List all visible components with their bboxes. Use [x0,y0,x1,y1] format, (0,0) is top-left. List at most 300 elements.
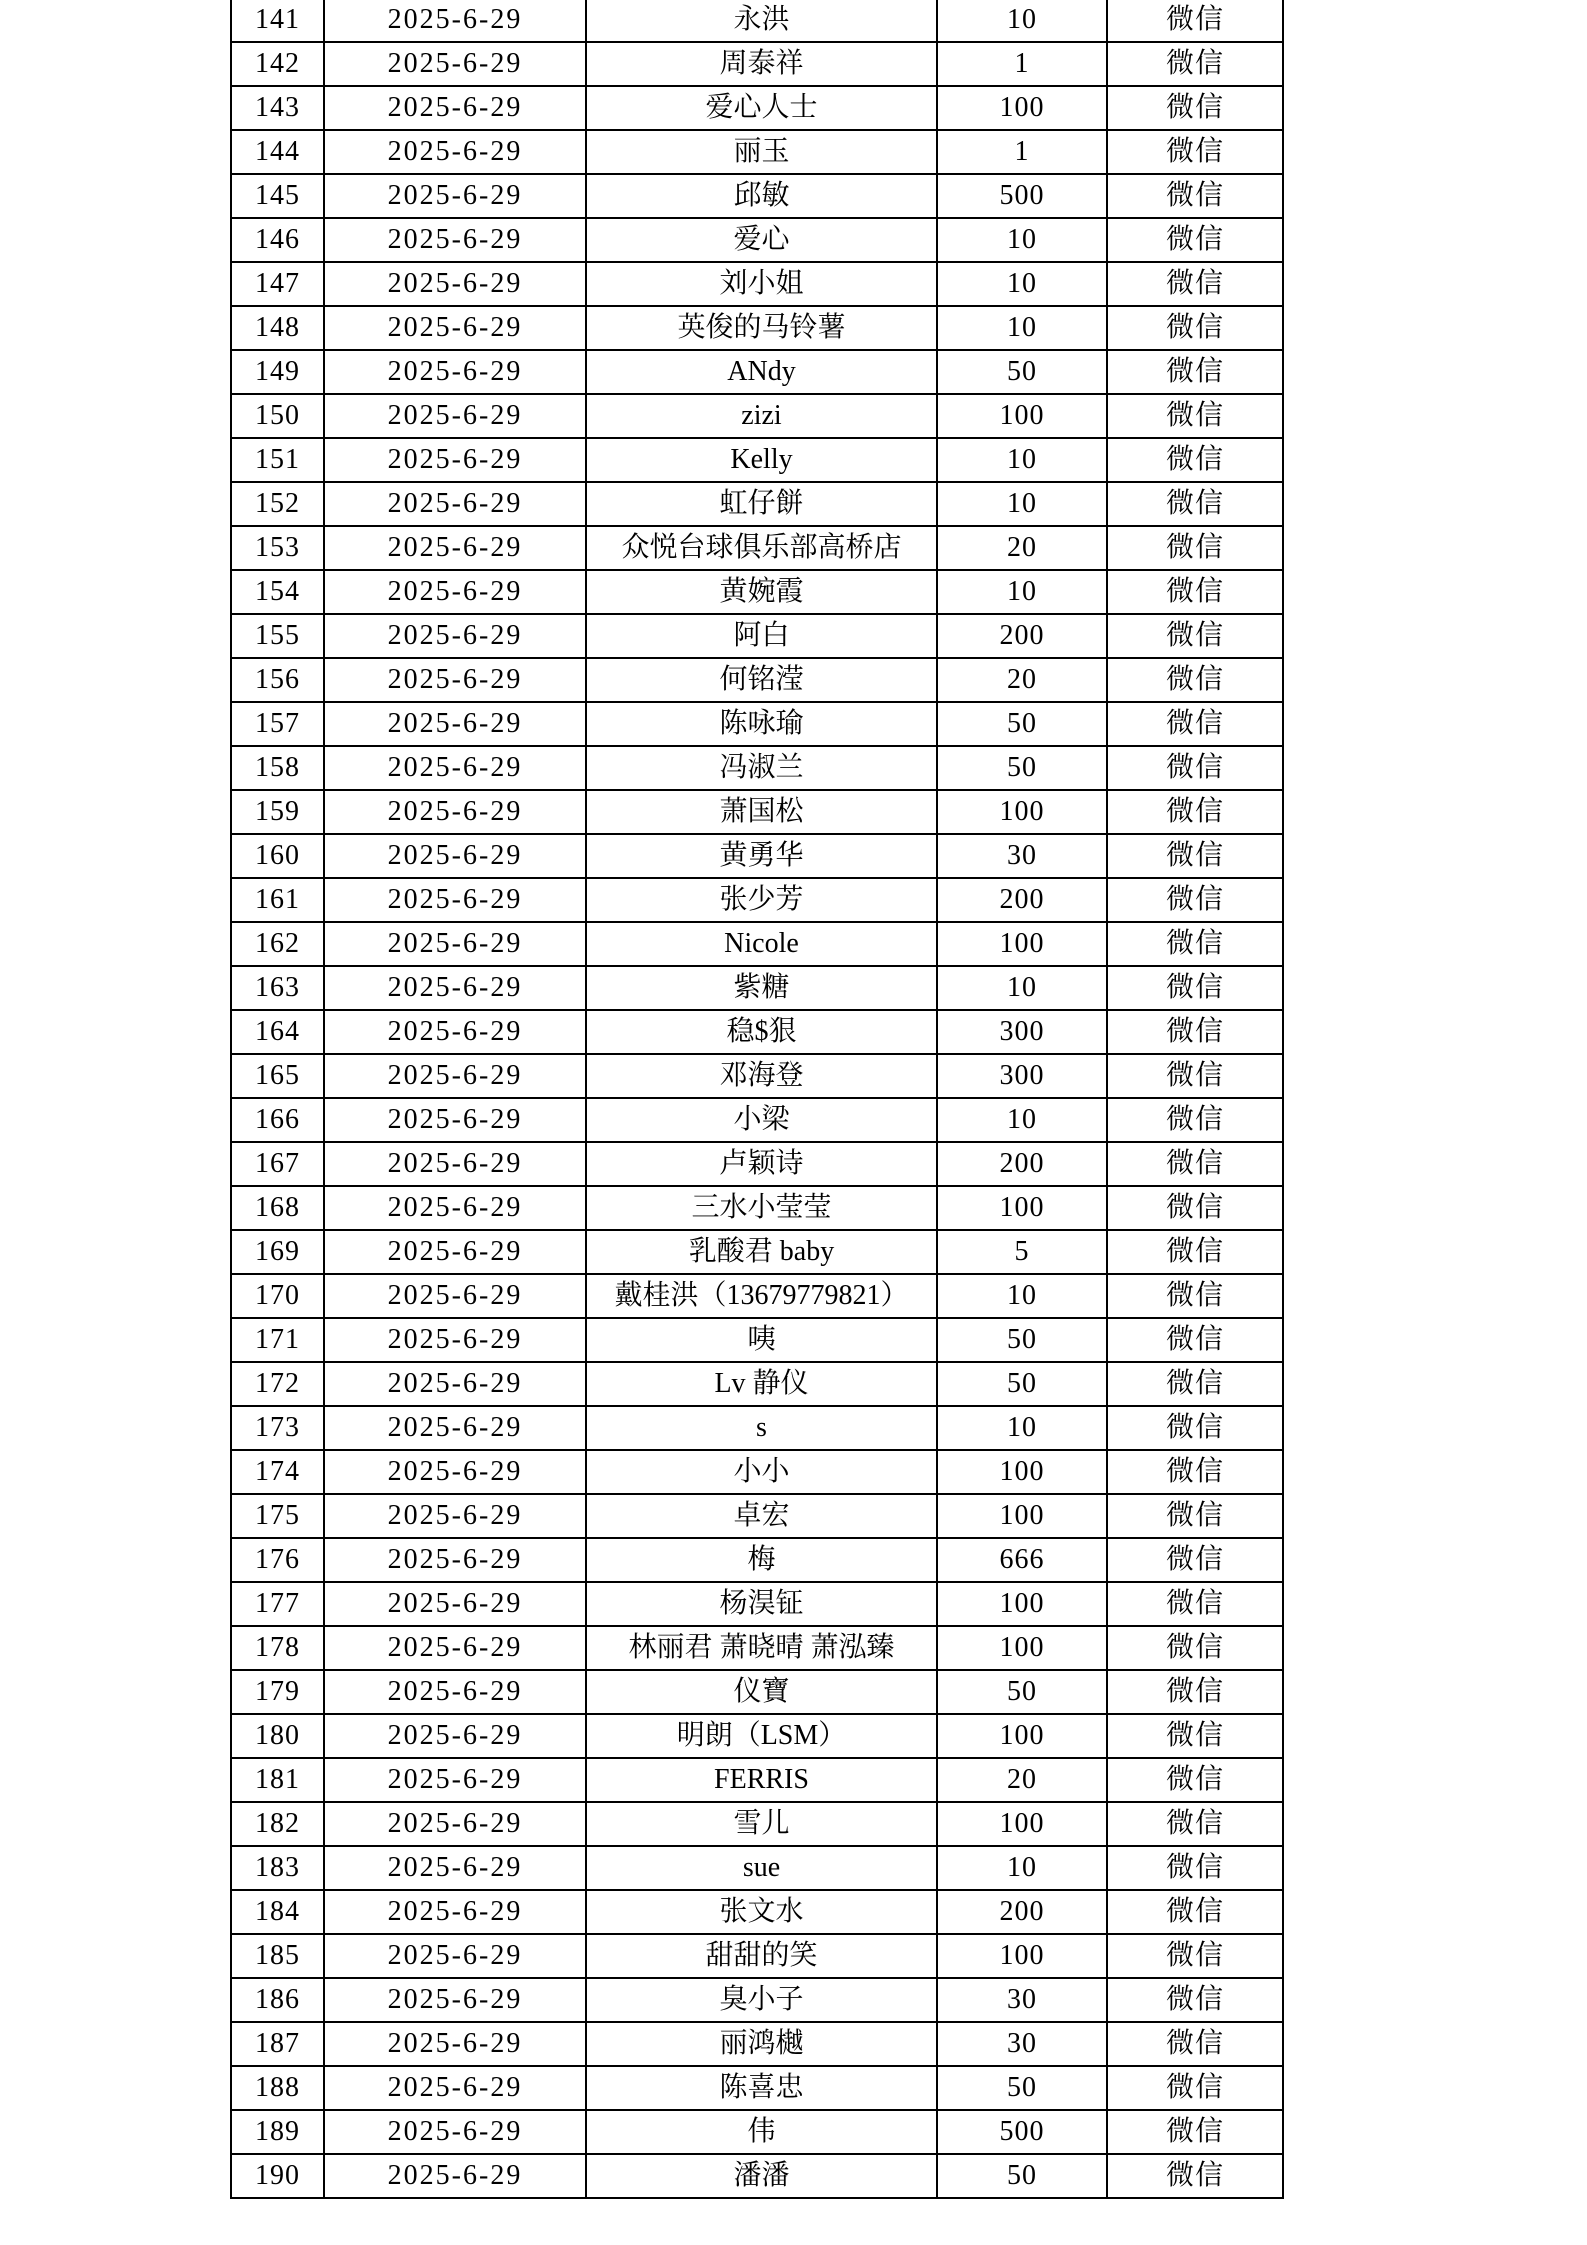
row-number-cell: 141 [231,0,324,42]
amount-cell: 200 [937,1142,1107,1186]
donor-name-cell: sue [586,1846,937,1890]
row-number-cell: 169 [231,1230,324,1274]
amount-cell: 100 [937,1714,1107,1758]
row-number-cell: 154 [231,570,324,614]
method-cell: 微信 [1107,614,1283,658]
amount-cell: 50 [937,1670,1107,1714]
method-cell: 微信 [1107,1714,1283,1758]
method-cell: 微信 [1107,1802,1283,1846]
donor-name-cell: s [586,1406,937,1450]
row-number-cell: 179 [231,1670,324,1714]
date-cell: 2025-6-29 [324,1450,586,1494]
amount-cell: 100 [937,1450,1107,1494]
table-row [231,86,1283,130]
donor-name-cell: 何铭滢 [586,658,937,702]
method-cell: 微信 [1107,394,1283,438]
method-cell: 微信 [1107,658,1283,702]
donor-name-cell: 阿白 [586,614,937,658]
table-row [231,878,1283,922]
table-row [231,394,1283,438]
method-cell: 微信 [1107,174,1283,218]
row-number-cell: 185 [231,1934,324,1978]
amount-cell: 10 [937,306,1107,350]
amount-cell: 1 [937,42,1107,86]
donor-name-cell: 潘潘 [586,2154,937,2198]
table-row [231,218,1283,262]
table-row [231,1054,1283,1098]
method-cell: 微信 [1107,878,1283,922]
method-cell: 微信 [1107,1142,1283,1186]
table-row [231,1758,1283,1802]
row-number-cell: 161 [231,878,324,922]
date-cell: 2025-6-29 [324,746,586,790]
method-cell: 微信 [1107,1670,1283,1714]
method-cell: 微信 [1107,1582,1283,1626]
amount-cell: 100 [937,1582,1107,1626]
method-cell: 微信 [1107,1626,1283,1670]
amount-cell: 50 [937,702,1107,746]
method-cell: 微信 [1107,1934,1283,1978]
date-cell: 2025-6-29 [324,2154,586,2198]
row-number-cell: 147 [231,262,324,306]
date-cell: 2025-6-29 [324,2022,586,2066]
donor-name-cell: 咦 [586,1318,937,1362]
donor-name-cell: 英俊的马铃薯 [586,306,937,350]
donor-name-cell: 仪寶 [586,1670,937,1714]
date-cell: 2025-6-29 [324,1846,586,1890]
table-row [231,1142,1283,1186]
row-number-cell: 172 [231,1362,324,1406]
donor-name-cell: 梅 [586,1538,937,1582]
donor-name-cell: 黄勇华 [586,834,937,878]
donor-name-cell: 卢颖诗 [586,1142,937,1186]
table-row [231,1890,1283,1934]
donor-name-cell: 紫糖 [586,966,937,1010]
row-number-cell: 148 [231,306,324,350]
amount-cell: 500 [937,174,1107,218]
row-number-cell: 181 [231,1758,324,1802]
method-cell: 微信 [1107,1098,1283,1142]
table-row [231,1362,1283,1406]
row-number-cell: 149 [231,350,324,394]
row-number-cell: 168 [231,1186,324,1230]
table-row [231,1978,1283,2022]
amount-cell: 200 [937,614,1107,658]
amount-cell: 10 [937,966,1107,1010]
donor-name-cell: 卓宏 [586,1494,937,1538]
date-cell: 2025-6-29 [324,658,586,702]
method-cell: 微信 [1107,2154,1283,2198]
method-cell: 微信 [1107,1494,1283,1538]
donor-name-cell: 乳酸君 baby [586,1230,937,1274]
amount-cell: 20 [937,1758,1107,1802]
method-cell: 微信 [1107,834,1283,878]
row-number-cell: 166 [231,1098,324,1142]
donor-name-cell: 邓海登 [586,1054,937,1098]
donor-name-cell: 稳$狠 [586,1010,937,1054]
table-row [231,702,1283,746]
table-row [231,1846,1283,1890]
date-cell: 2025-6-29 [324,306,586,350]
table-row [231,834,1283,878]
row-number-cell: 152 [231,482,324,526]
donation-table-body [231,0,1283,2198]
method-cell: 微信 [1107,1978,1283,2022]
row-number-cell: 184 [231,1890,324,1934]
row-number-cell: 165 [231,1054,324,1098]
amount-cell: 20 [937,526,1107,570]
amount-cell: 100 [937,790,1107,834]
date-cell: 2025-6-29 [324,1230,586,1274]
table-row [231,2154,1283,2198]
row-number-cell: 151 [231,438,324,482]
amount-cell: 100 [937,86,1107,130]
donor-name-cell: 戴桂洪（13679779821） [586,1274,937,1318]
amount-cell: 10 [937,0,1107,42]
donor-name-cell: 小梁 [586,1098,937,1142]
donor-name-cell: Kelly [586,438,937,482]
donation-records-table [230,0,1284,2199]
amount-cell: 50 [937,2066,1107,2110]
donor-name-cell: 伟 [586,2110,937,2154]
date-cell: 2025-6-29 [324,1934,586,1978]
method-cell: 微信 [1107,2022,1283,2066]
row-number-cell: 159 [231,790,324,834]
method-cell: 微信 [1107,1318,1283,1362]
table-row [231,2066,1283,2110]
method-cell: 微信 [1107,130,1283,174]
method-cell: 微信 [1107,1846,1283,1890]
method-cell: 微信 [1107,1890,1283,1934]
date-cell: 2025-6-29 [324,1758,586,1802]
table-row [231,1538,1283,1582]
row-number-cell: 153 [231,526,324,570]
row-number-cell: 162 [231,922,324,966]
table-row [231,306,1283,350]
method-cell: 微信 [1107,922,1283,966]
donor-name-cell: 丽鸿樾 [586,2022,937,2066]
date-cell: 2025-6-29 [324,1406,586,1450]
date-cell: 2025-6-29 [324,1318,586,1362]
table-row [231,526,1283,570]
row-number-cell: 175 [231,1494,324,1538]
amount-cell: 100 [937,1494,1107,1538]
table-row [231,1802,1283,1846]
method-cell: 微信 [1107,438,1283,482]
amount-cell: 50 [937,2154,1107,2198]
row-number-cell: 190 [231,2154,324,2198]
table-row [231,130,1283,174]
method-cell: 微信 [1107,1274,1283,1318]
date-cell: 2025-6-29 [324,1054,586,1098]
donor-name-cell: 杨淏钲 [586,1582,937,1626]
row-number-cell: 164 [231,1010,324,1054]
date-cell: 2025-6-29 [324,1494,586,1538]
date-cell: 2025-6-29 [324,1362,586,1406]
row-number-cell: 189 [231,2110,324,2154]
row-number-cell: 180 [231,1714,324,1758]
method-cell: 微信 [1107,1362,1283,1406]
method-cell: 微信 [1107,262,1283,306]
amount-cell: 100 [937,1626,1107,1670]
row-number-cell: 156 [231,658,324,702]
row-number-cell: 176 [231,1538,324,1582]
date-cell: 2025-6-29 [324,1978,586,2022]
method-cell: 微信 [1107,306,1283,350]
row-number-cell: 163 [231,966,324,1010]
donor-name-cell: 丽玉 [586,130,937,174]
date-cell: 2025-6-29 [324,438,586,482]
date-cell: 2025-6-29 [324,42,586,86]
table-row [231,1934,1283,1978]
date-cell: 2025-6-29 [324,1582,586,1626]
amount-cell: 100 [937,1186,1107,1230]
amount-cell: 100 [937,1802,1107,1846]
amount-cell: 50 [937,1362,1107,1406]
table-row [231,966,1283,1010]
date-cell: 2025-6-29 [324,2066,586,2110]
amount-cell: 10 [937,1274,1107,1318]
date-cell: 2025-6-29 [324,966,586,1010]
date-cell: 2025-6-29 [324,1802,586,1846]
table-row [231,42,1283,86]
date-cell: 2025-6-29 [324,218,586,262]
donor-name-cell: 黄婉霞 [586,570,937,614]
table-row [231,1010,1283,1054]
table-row [231,922,1283,966]
method-cell: 微信 [1107,1010,1283,1054]
row-number-cell: 145 [231,174,324,218]
amount-cell: 300 [937,1054,1107,1098]
method-cell: 微信 [1107,42,1283,86]
table-row [231,658,1283,702]
method-cell: 微信 [1107,790,1283,834]
donor-name-cell: 小小 [586,1450,937,1494]
amount-cell: 500 [937,2110,1107,2154]
row-number-cell: 155 [231,614,324,658]
date-cell: 2025-6-29 [324,878,586,922]
table-row [231,2110,1283,2154]
amount-cell: 50 [937,746,1107,790]
amount-cell: 10 [937,1846,1107,1890]
donor-name-cell: 臭小子 [586,1978,937,2022]
date-cell: 2025-6-29 [324,86,586,130]
method-cell: 微信 [1107,1538,1283,1582]
table-row [231,1450,1283,1494]
date-cell: 2025-6-29 [324,526,586,570]
date-cell: 2025-6-29 [324,262,586,306]
row-number-cell: 160 [231,834,324,878]
table-row [231,1582,1283,1626]
row-number-cell: 171 [231,1318,324,1362]
date-cell: 2025-6-29 [324,1186,586,1230]
method-cell: 微信 [1107,0,1283,42]
method-cell: 微信 [1107,1450,1283,1494]
table-row [231,1098,1283,1142]
donor-name-cell: 刘小姐 [586,262,937,306]
table-row [231,790,1283,834]
row-number-cell: 177 [231,1582,324,1626]
date-cell: 2025-6-29 [324,1274,586,1318]
donor-name-cell: ANdy [586,350,937,394]
amount-cell: 10 [937,1098,1107,1142]
method-cell: 微信 [1107,570,1283,614]
amount-cell: 20 [937,658,1107,702]
method-cell: 微信 [1107,1406,1283,1450]
row-number-cell: 150 [231,394,324,438]
date-cell: 2025-6-29 [324,1142,586,1186]
row-number-cell: 178 [231,1626,324,1670]
amount-cell: 100 [937,922,1107,966]
donor-name-cell: 陈咏瑜 [586,702,937,746]
method-cell: 微信 [1107,218,1283,262]
donor-name-cell: Lv 静仪 [586,1362,937,1406]
donor-name-cell: 雪儿 [586,1802,937,1846]
donor-name-cell: 爱心 [586,218,937,262]
donor-name-cell: 张少芳 [586,878,937,922]
amount-cell: 200 [937,1890,1107,1934]
amount-cell: 5 [937,1230,1107,1274]
table-row [231,2022,1283,2066]
donor-name-cell: 虹仔餅 [586,482,937,526]
date-cell: 2025-6-29 [324,130,586,174]
method-cell: 微信 [1107,2066,1283,2110]
donor-name-cell: 萧国松 [586,790,937,834]
method-cell: 微信 [1107,350,1283,394]
amount-cell: 300 [937,1010,1107,1054]
row-number-cell: 186 [231,1978,324,2022]
date-cell: 2025-6-29 [324,1626,586,1670]
date-cell: 2025-6-29 [324,1714,586,1758]
method-cell: 微信 [1107,1758,1283,1802]
amount-cell: 100 [937,394,1107,438]
table-row [231,0,1283,42]
table-row [231,1714,1283,1758]
table-row [231,1626,1283,1670]
table-row [231,174,1283,218]
amount-cell: 666 [937,1538,1107,1582]
row-number-cell: 146 [231,218,324,262]
row-number-cell: 167 [231,1142,324,1186]
row-number-cell: 182 [231,1802,324,1846]
donor-name-cell: 周泰祥 [586,42,937,86]
method-cell: 微信 [1107,966,1283,1010]
row-number-cell: 170 [231,1274,324,1318]
table-row [231,482,1283,526]
row-number-cell: 144 [231,130,324,174]
method-cell: 微信 [1107,526,1283,570]
amount-cell: 10 [937,262,1107,306]
date-cell: 2025-6-29 [324,174,586,218]
donor-name-cell: 张文水 [586,1890,937,1934]
donor-name-cell: FERRIS [586,1758,937,1802]
date-cell: 2025-6-29 [324,1098,586,1142]
donor-name-cell: 邱敏 [586,174,937,218]
table-row [231,1318,1283,1362]
amount-cell: 1 [937,130,1107,174]
date-cell: 2025-6-29 [324,834,586,878]
date-cell: 2025-6-29 [324,394,586,438]
row-number-cell: 188 [231,2066,324,2110]
table-row [231,1230,1283,1274]
amount-cell: 10 [937,218,1107,262]
row-number-cell: 143 [231,86,324,130]
date-cell: 2025-6-29 [324,614,586,658]
method-cell: 微信 [1107,86,1283,130]
row-number-cell: 157 [231,702,324,746]
date-cell: 2025-6-29 [324,922,586,966]
date-cell: 2025-6-29 [324,2110,586,2154]
donor-name-cell: 陈喜忠 [586,2066,937,2110]
table-row [231,746,1283,790]
date-cell: 2025-6-29 [324,1538,586,1582]
amount-cell: 30 [937,834,1107,878]
method-cell: 微信 [1107,746,1283,790]
date-cell: 2025-6-29 [324,1010,586,1054]
date-cell: 2025-6-29 [324,0,586,42]
table-row [231,350,1283,394]
amount-cell: 30 [937,2022,1107,2066]
row-number-cell: 183 [231,1846,324,1890]
row-number-cell: 173 [231,1406,324,1450]
amount-cell: 30 [937,1978,1107,2022]
table-row [231,1186,1283,1230]
row-number-cell: 158 [231,746,324,790]
donor-name-cell: 林丽君 萧晓晴 萧泓臻 [586,1626,937,1670]
donor-name-cell: 爱心人士 [586,86,937,130]
amount-cell: 10 [937,438,1107,482]
amount-cell: 100 [937,1934,1107,1978]
donor-name-cell: 三水小莹莹 [586,1186,937,1230]
donor-name-cell: 甜甜的笑 [586,1934,937,1978]
table-row [231,1670,1283,1714]
amount-cell: 10 [937,570,1107,614]
table-row [231,1274,1283,1318]
date-cell: 2025-6-29 [324,1670,586,1714]
table-row [231,614,1283,658]
method-cell: 微信 [1107,482,1283,526]
row-number-cell: 142 [231,42,324,86]
date-cell: 2025-6-29 [324,1890,586,1934]
donor-name-cell: 明朗（LSM） [586,1714,937,1758]
date-cell: 2025-6-29 [324,350,586,394]
table-row [231,570,1283,614]
method-cell: 微信 [1107,1054,1283,1098]
amount-cell: 10 [937,482,1107,526]
amount-cell: 50 [937,1318,1107,1362]
table-row [231,1494,1283,1538]
table-row [231,262,1283,306]
method-cell: 微信 [1107,702,1283,746]
table-row [231,1406,1283,1450]
method-cell: 微信 [1107,2110,1283,2154]
date-cell: 2025-6-29 [324,790,586,834]
donor-name-cell: 冯淑兰 [586,746,937,790]
date-cell: 2025-6-29 [324,482,586,526]
method-cell: 微信 [1107,1186,1283,1230]
method-cell: 微信 [1107,1230,1283,1274]
table-row [231,438,1283,482]
date-cell: 2025-6-29 [324,570,586,614]
donor-name-cell: Nicole [586,922,937,966]
date-cell: 2025-6-29 [324,702,586,746]
donor-name-cell: zizi [586,394,937,438]
donor-name-cell: 众悦台球俱乐部高桥店 [586,526,937,570]
donor-name-cell: 永洪 [586,0,937,42]
amount-cell: 200 [937,878,1107,922]
row-number-cell: 174 [231,1450,324,1494]
row-number-cell: 187 [231,2022,324,2066]
